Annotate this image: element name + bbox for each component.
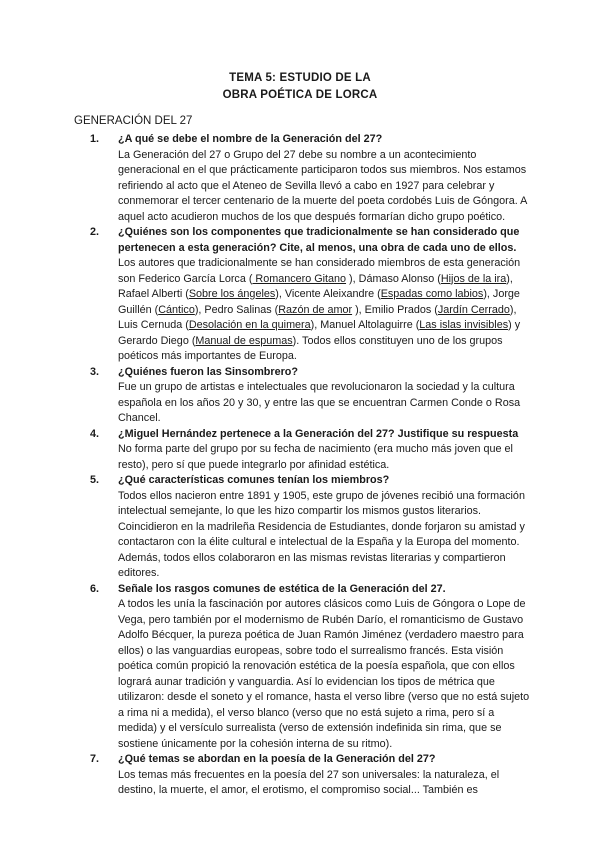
question-text: ¿A qué se debe el nombre de la Generación del 27? — [118, 133, 383, 145]
work-title: Hijos de la ira — [440, 272, 507, 285]
answer-text-segment: ), Dámaso Alonso ( — [346, 272, 441, 285]
answer-text-segment: ). Todos ellos constituyen uno de los grupos poéticos más importantes de Europa. — [118, 334, 503, 362]
question-number: 2. — [90, 226, 100, 238]
question-number: 4. — [90, 427, 100, 440]
question-number: 6. — [90, 582, 100, 595]
question-item — [76, 582, 536, 753]
question-text: ¿Qué características comunes tenían los miembros? — [118, 474, 390, 486]
answer-text-segment: ), Manuel Altolaguirre ( — [310, 319, 420, 331]
question-item — [76, 132, 536, 225]
work-title: Desolación en la quimera — [188, 319, 311, 331]
question-list — [76, 132, 536, 799]
question-item — [76, 752, 536, 799]
answer-text-segment: ), Rafael Alberti ( — [118, 272, 513, 300]
question-number: 3. — [90, 365, 100, 378]
answer-text-segment: ), Emilio Prados ( — [352, 303, 438, 316]
question-number: 1. — [90, 133, 100, 145]
work-title: Sobre los ángeles — [188, 288, 276, 300]
answer-text-segment: ) y Gerardo Diego ( — [118, 319, 521, 347]
work-title: Romancero Gitano — [252, 272, 347, 285]
answer-text: La Generación del 27 o Grupo del 27 debe su nombre a un acontecimiento generacional en el que prácticamente participaron todos sus miembros. Nos estamos refiriendo al acto que el Ateneo de Sevilla llevó a cabo en 1927 para celebrar y conmemorar el tercer centenario de la muerte del poeta cordobés Luis de Góngora. A aquel acto acudieron muchos de los que después formarían dicho grupo poético. — [118, 148, 527, 223]
title-line-1: TEMA 5: ESTUDIO DE LA — [229, 72, 371, 84]
answer-text-segment: Los autores que tradicionalmente se han considerado miembros de esta generación son Federico García Lorca ( — [118, 257, 521, 285]
answer-text: Fue un grupo de artistas e intelectuales que revolucionaron la sociedad y la cultura española en los años 20 y 30, y entre las que se encuentran Carmen Conde o Rosa Chancel. — [118, 381, 521, 424]
question-item — [76, 427, 536, 474]
answer-text: No forma parte del grupo por su fecha de nacimiento (era mucho más joven que el resto), pero sí que puede integrarlo por afinidad estética. — [118, 443, 513, 471]
answer-text-segment: ), Vicente Aleixandre ( — [275, 288, 381, 300]
question-text: ¿Quiénes fueron las Sinsombrero? — [118, 365, 298, 378]
answer-text: Todos ellos nacieron entre 1891 y 1905, este grupo de jóvenes recibió una formación intelectual semejante, lo que les hizo compartir los mismos gustos literarios. Coincidieron en la madrileña Residencia de Estudiantes, donde forjaron su amistad y contactaron con la élite cultural e intelectual de la España y la Europa del momento. Además, todos ellos colaboraron en las mismas revistas literarias y compartieron editores. — [118, 489, 525, 579]
work-title: Las islas invisibles — [419, 319, 509, 331]
answer-text: Los temas más frecuentes en la poesía del 27 son universales: la naturaleza, el destino, la muerte, el amor, el erotismo, el compromiso social... También es — [118, 768, 500, 796]
question-item — [76, 473, 536, 582]
answer-text-segment: ), Pedro Salinas ( — [194, 303, 279, 316]
title-line-2: OBRA POÉTICA DE LORCA — [222, 89, 378, 101]
work-title: Espadas como labios — [380, 288, 484, 300]
section-heading: GENERACIÓN DEL 27 — [74, 115, 193, 127]
answer-text — [118, 256, 536, 365]
answer-text-segment: ), Jorge Guillén ( — [118, 288, 520, 316]
question-item — [76, 225, 536, 365]
question-number: 7. — [90, 753, 100, 765]
question-text: Señale los rasgos comunes de estética de la Generación del 27. — [118, 582, 446, 595]
question-number: 5. — [90, 474, 100, 486]
question-text: ¿Miguel Hernández pertenece a la Generación del 27? Justifique su respuesta — [118, 427, 519, 440]
question-text: ¿Quiénes son los componentes que tradicionalmente se han considerado que pertenecen a esta generación? Cite, al menos, una obra de cada uno de ellos. — [118, 226, 520, 254]
question-text: ¿Qué temas se abordan en la poesía de la Generación del 27? — [118, 753, 436, 765]
work-title: Jardín Cerrado — [437, 303, 510, 316]
answer-text-segment: ), Luis Cernuda ( — [118, 303, 517, 331]
answer-text: A todos les unía la fascinación por autores clásicos como Luis de Góngora o Lope de Vega, pero también por el modernismo de Rubén Darío, el romanticismo de Gustavo Adolfo Bécquer, la pureza poética de Juan Ramón Jiménez (verdadero maestro para ellos) o las vanguardias europeas, sobre todo el surrealismo francés. Esta visión poética común propició la renovación estética de la poesía española, que con ellos logrará aunar tradición y vanguardia. Así lo evidencian los tipos de métrica que utilizaron: desde el soneto y el romance, hasta el verso libre (verso que no está sujeto a rima ni a medida), el verso blanco (verso que no está sujeto a rima, pero sí a medida) y el versículo surrealista (verso de extensión indefinida sin rima, que se sostiene únicamente por la cohesión interna de su ritmo). — [118, 598, 530, 750]
work-title: Razón de amor — [278, 303, 353, 316]
work-title: Manual de espumas — [195, 334, 293, 347]
question-item — [76, 365, 536, 427]
work-title: Cántico — [158, 303, 195, 316]
